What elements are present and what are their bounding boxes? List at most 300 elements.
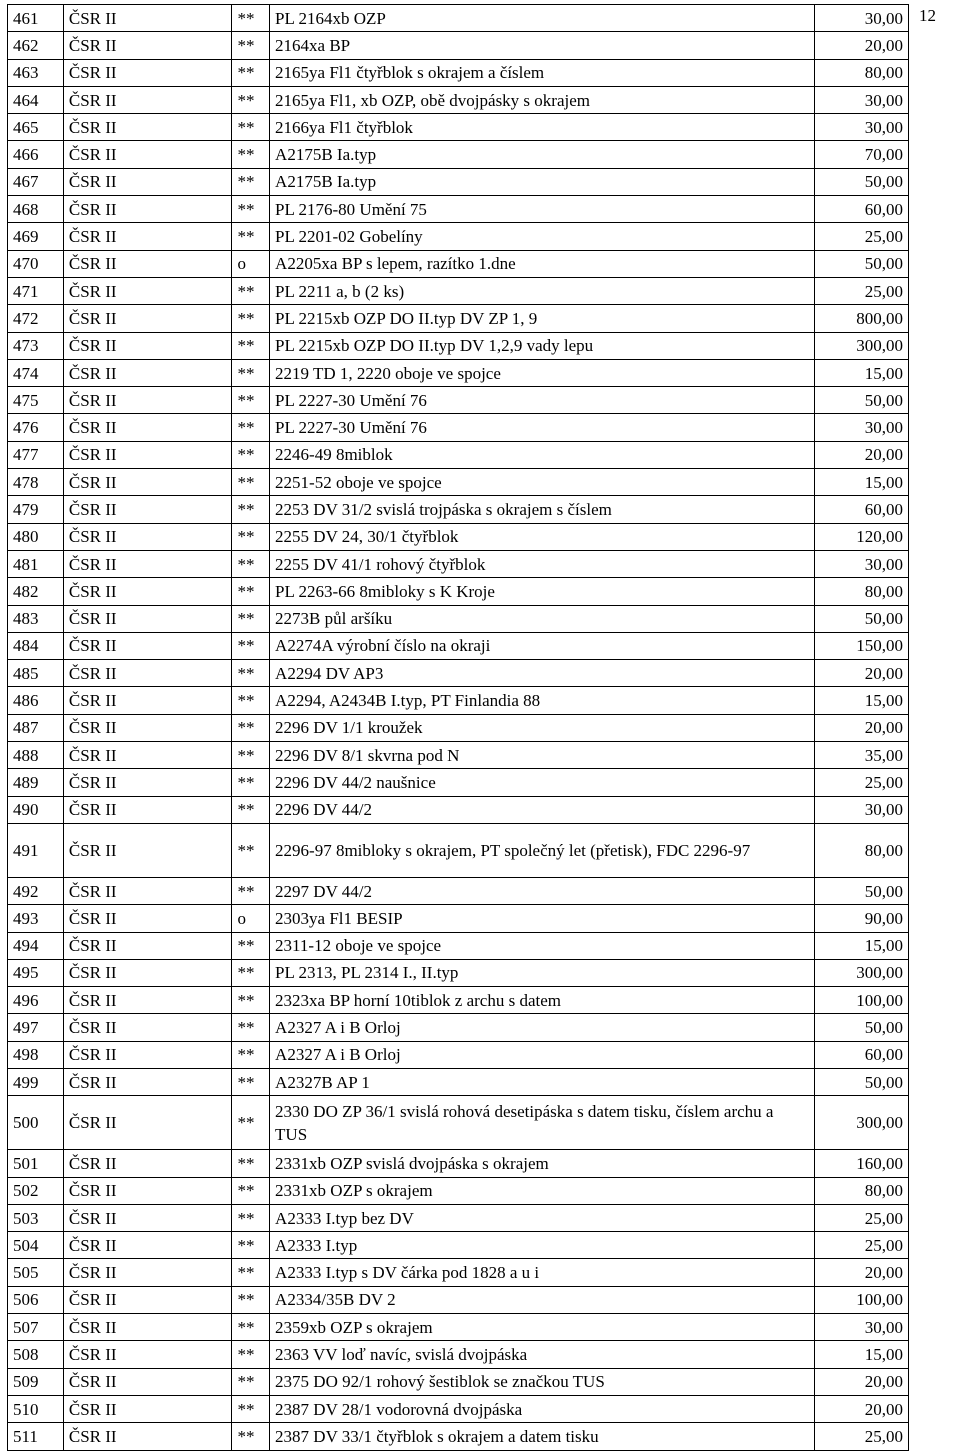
- item-price: 300,00: [814, 1096, 909, 1150]
- condition-mark: o: [232, 250, 270, 277]
- catalog-category: ČSR II: [63, 223, 232, 250]
- table-row: [8, 223, 909, 250]
- item-price: 120,00: [814, 523, 909, 550]
- table-row: [8, 359, 909, 386]
- table-row: [8, 114, 909, 141]
- table-row: [8, 1232, 909, 1259]
- item-price: 30,00: [814, 1314, 909, 1341]
- condition-mark: **: [232, 796, 270, 823]
- catalog-category: ČSR II: [63, 932, 232, 959]
- lot-number: 481: [8, 550, 64, 577]
- item-description: PL 2215xb OZP DO II.typ DV ZP 1, 9: [270, 305, 814, 332]
- item-description: PL 2211 a, b (2 ks): [270, 277, 814, 304]
- condition-mark: **: [232, 742, 270, 769]
- lot-number: 500: [8, 1096, 64, 1150]
- condition-mark: **: [232, 1041, 270, 1068]
- lot-number: 478: [8, 469, 64, 496]
- condition-mark: **: [232, 1423, 270, 1450]
- catalog-category: ČSR II: [63, 114, 232, 141]
- lot-number: 468: [8, 196, 64, 223]
- item-description: 2251-52 oboje ve spojce: [270, 469, 814, 496]
- item-price: 50,00: [814, 605, 909, 632]
- table-row: [8, 769, 909, 796]
- item-price: 300,00: [814, 332, 909, 359]
- lot-number: 497: [8, 1014, 64, 1041]
- table-row: [8, 1150, 909, 1177]
- lot-number: 480: [8, 523, 64, 550]
- lot-number: 474: [8, 359, 64, 386]
- condition-mark: **: [232, 1395, 270, 1422]
- catalog-category: ČSR II: [63, 1204, 232, 1231]
- lot-number: 511: [8, 1423, 64, 1450]
- lot-number: 485: [8, 660, 64, 687]
- item-price: 25,00: [814, 1204, 909, 1231]
- item-price: 25,00: [814, 277, 909, 304]
- item-description: 2255 DV 41/1 rohový čtyřblok: [270, 550, 814, 577]
- table-row: [8, 1259, 909, 1286]
- item-price: 15,00: [814, 359, 909, 386]
- condition-mark: **: [232, 1204, 270, 1231]
- item-price: 90,00: [814, 905, 909, 932]
- item-description: 2331xb OZP svislá dvojpáska s okrajem: [270, 1150, 814, 1177]
- condition-mark: **: [232, 196, 270, 223]
- item-price: 35,00: [814, 742, 909, 769]
- item-price: 100,00: [814, 987, 909, 1014]
- item-price: 25,00: [814, 769, 909, 796]
- condition-mark: **: [232, 523, 270, 550]
- lot-number: 483: [8, 605, 64, 632]
- item-description: PL 2313, PL 2314 I., II.typ: [270, 959, 814, 986]
- lot-number: 475: [8, 387, 64, 414]
- condition-mark: **: [232, 877, 270, 904]
- catalog-category: ČSR II: [63, 469, 232, 496]
- item-description: 2323xa BP horní 10tiblok z archu s datem: [270, 987, 814, 1014]
- item-price: 160,00: [814, 1150, 909, 1177]
- item-description: 2387 DV 33/1 čtyřblok s okrajem a datem tisku: [270, 1423, 814, 1450]
- lot-number: 487: [8, 714, 64, 741]
- catalog-category: ČSR II: [63, 987, 232, 1014]
- item-price: 30,00: [814, 5, 909, 32]
- catalog-category: ČSR II: [63, 550, 232, 577]
- condition-mark: **: [232, 277, 270, 304]
- condition-mark: **: [232, 332, 270, 359]
- item-description: 2164xa BP: [270, 32, 814, 59]
- item-price: 20,00: [814, 660, 909, 687]
- catalog-category: ČSR II: [63, 86, 232, 113]
- condition-mark: **: [232, 578, 270, 605]
- item-description: 2387 DV 28/1 vodorovná dvojpáska: [270, 1395, 814, 1422]
- item-price: 25,00: [814, 223, 909, 250]
- item-description: PL 2215xb OZP DO II.typ DV 1,2,9 vady lepu: [270, 332, 814, 359]
- table-row: [8, 141, 909, 168]
- table-row: [8, 1341, 909, 1368]
- lot-number: 505: [8, 1259, 64, 1286]
- item-description: 2375 DO 92/1 rohový šestiblok se značkou TUS: [270, 1368, 814, 1395]
- catalog-category: ČSR II: [63, 1314, 232, 1341]
- table-row: [8, 687, 909, 714]
- item-description: 2296 DV 8/1 skvrna pod N: [270, 742, 814, 769]
- lot-number: 502: [8, 1177, 64, 1204]
- table-row: [8, 414, 909, 441]
- catalog-category: ČSR II: [63, 714, 232, 741]
- lot-number: 499: [8, 1068, 64, 1095]
- condition-mark: **: [232, 141, 270, 168]
- item-description: 2297 DV 44/2: [270, 877, 814, 904]
- item-price: 150,00: [814, 632, 909, 659]
- item-price: 25,00: [814, 1232, 909, 1259]
- catalog-category: ČSR II: [63, 1177, 232, 1204]
- item-price: 15,00: [814, 1341, 909, 1368]
- catalog-category: ČSR II: [63, 414, 232, 441]
- lot-number: 462: [8, 32, 64, 59]
- table-row: [8, 632, 909, 659]
- item-description: 2246-49 8miblok: [270, 441, 814, 468]
- item-price: 30,00: [814, 550, 909, 577]
- item-description: 2303ya Fl1 BESIP: [270, 905, 814, 932]
- catalog-category: ČSR II: [63, 632, 232, 659]
- item-description: 2219 TD 1, 2220 oboje ve spojce: [270, 359, 814, 386]
- catalog-category: ČSR II: [63, 1259, 232, 1286]
- lot-number: 482: [8, 578, 64, 605]
- item-price: 20,00: [814, 1368, 909, 1395]
- catalog-category: ČSR II: [63, 1096, 232, 1150]
- item-price: 30,00: [814, 114, 909, 141]
- table-row: [8, 86, 909, 113]
- condition-mark: **: [232, 823, 270, 877]
- item-price: 80,00: [814, 59, 909, 86]
- catalog-category: ČSR II: [63, 332, 232, 359]
- catalog-category: ČSR II: [63, 605, 232, 632]
- lot-number: 486: [8, 687, 64, 714]
- condition-mark: **: [232, 1150, 270, 1177]
- item-description: 2331xb OZP s okrajem: [270, 1177, 814, 1204]
- catalog-page: [7, 4, 952, 1451]
- table-row: [8, 550, 909, 577]
- item-description: A2333 I.typ bez DV: [270, 1204, 814, 1231]
- lot-number: 503: [8, 1204, 64, 1231]
- lot-number: 490: [8, 796, 64, 823]
- catalog-category: ČSR II: [63, 1341, 232, 1368]
- catalog-category: ČSR II: [63, 742, 232, 769]
- catalog-category: ČSR II: [63, 1041, 232, 1068]
- item-description: A2333 I.typ s DV čárka pod 1828 a u i: [270, 1259, 814, 1286]
- condition-mark: **: [232, 632, 270, 659]
- table-row: [8, 250, 909, 277]
- catalog-category: ČSR II: [63, 769, 232, 796]
- lot-number: 494: [8, 932, 64, 959]
- item-description: A2274A výrobní číslo na okraji: [270, 632, 814, 659]
- item-description: PL 2263-66 8mibloky s K Kroje: [270, 578, 814, 605]
- table-row: [8, 1423, 909, 1450]
- lot-number: 508: [8, 1341, 64, 1368]
- catalog-category: ČSR II: [63, 141, 232, 168]
- table-row: [8, 1368, 909, 1395]
- table-row: [8, 1204, 909, 1231]
- lot-number: 491: [8, 823, 64, 877]
- item-description: PL 2227-30 Umění 76: [270, 387, 814, 414]
- catalog-category: ČSR II: [63, 196, 232, 223]
- condition-mark: **: [232, 959, 270, 986]
- table-row: [8, 823, 909, 877]
- item-price: 30,00: [814, 86, 909, 113]
- table-row: [8, 1014, 909, 1041]
- catalog-category: ČSR II: [63, 441, 232, 468]
- item-description: 2359xb OZP s okrajem: [270, 1314, 814, 1341]
- lot-number: 506: [8, 1286, 64, 1313]
- lot-number: 495: [8, 959, 64, 986]
- catalog-category: ČSR II: [63, 523, 232, 550]
- item-price: 15,00: [814, 932, 909, 959]
- table-row: [8, 1177, 909, 1204]
- catalog-category: ČSR II: [63, 796, 232, 823]
- condition-mark: **: [232, 550, 270, 577]
- item-description: 2255 DV 24, 30/1 čtyřblok: [270, 523, 814, 550]
- item-description: PL 2164xb OZP: [270, 5, 814, 32]
- item-description: 2311-12 oboje ve spojce: [270, 932, 814, 959]
- item-price: 20,00: [814, 32, 909, 59]
- catalog-category: ČSR II: [63, 32, 232, 59]
- item-price: 60,00: [814, 196, 909, 223]
- catalog-category: ČSR II: [63, 823, 232, 877]
- lot-number: 489: [8, 769, 64, 796]
- condition-mark: **: [232, 32, 270, 59]
- catalog-category: ČSR II: [63, 5, 232, 32]
- item-description: 2165ya Fl1 čtyřblok s okrajem a číslem: [270, 59, 814, 86]
- table-row: [8, 469, 909, 496]
- item-price: 60,00: [814, 1041, 909, 1068]
- item-price: 50,00: [814, 1014, 909, 1041]
- condition-mark: **: [232, 5, 270, 32]
- item-description: 2296 DV 44/2: [270, 796, 814, 823]
- lot-number: 510: [8, 1395, 64, 1422]
- stamp-listing-table: [7, 4, 909, 1451]
- item-price: 100,00: [814, 1286, 909, 1313]
- table-row: [8, 877, 909, 904]
- lot-number: 488: [8, 742, 64, 769]
- item-description: A2294, A2434B I.typ, PT Finlandia 88: [270, 687, 814, 714]
- item-description: PL 2201-02 Gobelíny: [270, 223, 814, 250]
- table-row: [8, 32, 909, 59]
- condition-mark: **: [232, 1341, 270, 1368]
- condition-mark: **: [232, 305, 270, 332]
- condition-mark: **: [232, 660, 270, 687]
- catalog-category: ČSR II: [63, 905, 232, 932]
- lot-number: 504: [8, 1232, 64, 1259]
- table-row: [8, 578, 909, 605]
- catalog-category: ČSR II: [63, 359, 232, 386]
- catalog-category: ČSR II: [63, 578, 232, 605]
- table-row: [8, 714, 909, 741]
- item-description: PL 2227-30 Umění 76: [270, 414, 814, 441]
- catalog-category: ČSR II: [63, 496, 232, 523]
- item-price: 800,00: [814, 305, 909, 332]
- item-price: 70,00: [814, 141, 909, 168]
- lot-number: 461: [8, 5, 64, 32]
- item-price: 20,00: [814, 1259, 909, 1286]
- item-description: A2175B Ia.typ: [270, 141, 814, 168]
- table-row: [8, 959, 909, 986]
- table-row: [8, 5, 909, 32]
- catalog-category: ČSR II: [63, 277, 232, 304]
- lot-number: 493: [8, 905, 64, 932]
- item-description: 2363 VV loď navíc, svislá dvojpáska: [270, 1341, 814, 1368]
- condition-mark: o: [232, 905, 270, 932]
- item-price: 25,00: [814, 1423, 909, 1450]
- table-row: [8, 305, 909, 332]
- lot-number: 473: [8, 332, 64, 359]
- table-row: [8, 1041, 909, 1068]
- lot-number: 501: [8, 1150, 64, 1177]
- item-description: A2327 A i B Orloj: [270, 1014, 814, 1041]
- item-price: 50,00: [814, 1068, 909, 1095]
- table-row: [8, 332, 909, 359]
- lot-number: 471: [8, 277, 64, 304]
- condition-mark: **: [232, 1286, 270, 1313]
- lot-number: 498: [8, 1041, 64, 1068]
- item-description: A2334/35B DV 2: [270, 1286, 814, 1313]
- catalog-category: ČSR II: [63, 1232, 232, 1259]
- lot-number: 467: [8, 168, 64, 195]
- lot-number: 465: [8, 114, 64, 141]
- condition-mark: **: [232, 714, 270, 741]
- condition-mark: **: [232, 496, 270, 523]
- table-row: [8, 1314, 909, 1341]
- table-row: [8, 523, 909, 550]
- table-row: [8, 168, 909, 195]
- item-description: 2253 DV 31/2 svislá trojpáska s okrajem s číslem: [270, 496, 814, 523]
- lot-number: 470: [8, 250, 64, 277]
- item-price: 60,00: [814, 496, 909, 523]
- item-price: 20,00: [814, 714, 909, 741]
- lot-number: 507: [8, 1314, 64, 1341]
- lot-number: 466: [8, 141, 64, 168]
- table-row: [8, 496, 909, 523]
- table-row: [8, 441, 909, 468]
- table-row: [8, 605, 909, 632]
- catalog-category: ČSR II: [63, 1150, 232, 1177]
- lot-number: 477: [8, 441, 64, 468]
- item-description: A2333 I.typ: [270, 1232, 814, 1259]
- catalog-category: ČSR II: [63, 250, 232, 277]
- catalog-category: ČSR II: [63, 877, 232, 904]
- table-row: [8, 1096, 909, 1150]
- lot-number: 509: [8, 1368, 64, 1395]
- catalog-category: ČSR II: [63, 1286, 232, 1313]
- lot-number: 496: [8, 987, 64, 1014]
- condition-mark: **: [232, 932, 270, 959]
- table-row: [8, 742, 909, 769]
- stamp-listing-body: [8, 5, 909, 1451]
- condition-mark: **: [232, 114, 270, 141]
- item-description: A2205xa BP s lepem, razítko 1.dne: [270, 250, 814, 277]
- table-row: [8, 987, 909, 1014]
- catalog-category: ČSR II: [63, 59, 232, 86]
- item-description: 2330 DO ZP 36/1 svislá rohová desetipáska s datem tisku, číslem archu a TUS: [270, 1096, 814, 1150]
- item-description: A2294 DV AP3: [270, 660, 814, 687]
- table-row: [8, 796, 909, 823]
- lot-number: 472: [8, 305, 64, 332]
- condition-mark: **: [232, 1314, 270, 1341]
- item-description: 2296-97 8mibloky s okrajem, PT společný let (přetisk), FDC 2296-97: [270, 823, 814, 877]
- lot-number: 476: [8, 414, 64, 441]
- item-price: 50,00: [814, 877, 909, 904]
- item-description: PL 2176-80 Umění 75: [270, 196, 814, 223]
- item-price: 80,00: [814, 578, 909, 605]
- item-price: 50,00: [814, 250, 909, 277]
- condition-mark: **: [232, 605, 270, 632]
- catalog-category: ČSR II: [63, 660, 232, 687]
- table-row: [8, 277, 909, 304]
- catalog-category: ČSR II: [63, 1395, 232, 1422]
- catalog-category: ČSR II: [63, 305, 232, 332]
- condition-mark: **: [232, 769, 270, 796]
- condition-mark: **: [232, 687, 270, 714]
- condition-mark: **: [232, 223, 270, 250]
- item-price: 50,00: [814, 168, 909, 195]
- item-price: 300,00: [814, 959, 909, 986]
- condition-mark: **: [232, 987, 270, 1014]
- page-number: 12: [919, 6, 936, 25]
- table-row: [8, 59, 909, 86]
- table-row: [8, 196, 909, 223]
- condition-mark: **: [232, 59, 270, 86]
- item-price: 30,00: [814, 414, 909, 441]
- condition-mark: **: [232, 1096, 270, 1150]
- item-price: 50,00: [814, 387, 909, 414]
- item-price: 20,00: [814, 441, 909, 468]
- condition-mark: **: [232, 1068, 270, 1095]
- item-description: A2327 A i B Orloj: [270, 1041, 814, 1068]
- condition-mark: **: [232, 1232, 270, 1259]
- table-row: [8, 1286, 909, 1313]
- table-row: [8, 1068, 909, 1095]
- condition-mark: **: [232, 1177, 270, 1204]
- catalog-category: ČSR II: [63, 387, 232, 414]
- item-description: 2165ya Fl1, xb OZP, obě dvojpásky s okrajem: [270, 86, 814, 113]
- item-price: 80,00: [814, 1177, 909, 1204]
- item-price: 15,00: [814, 469, 909, 496]
- lot-number: 463: [8, 59, 64, 86]
- catalog-category: ČSR II: [63, 168, 232, 195]
- table-row: [8, 932, 909, 959]
- table-row: [8, 387, 909, 414]
- condition-mark: **: [232, 86, 270, 113]
- item-description: A2175B Ia.typ: [270, 168, 814, 195]
- item-description: A2327B AP 1: [270, 1068, 814, 1095]
- item-description: 2296 DV 44/2 naušnice: [270, 769, 814, 796]
- condition-mark: **: [232, 469, 270, 496]
- catalog-category: ČSR II: [63, 1068, 232, 1095]
- item-description: 2273B půl aršíku: [270, 605, 814, 632]
- item-description: 2166ya Fl1 čtyřblok: [270, 114, 814, 141]
- lot-number: 469: [8, 223, 64, 250]
- catalog-category: ČSR II: [63, 1423, 232, 1450]
- catalog-category: ČSR II: [63, 687, 232, 714]
- table-row: [8, 905, 909, 932]
- condition-mark: **: [232, 387, 270, 414]
- table-row: [8, 660, 909, 687]
- item-description: 2296 DV 1/1 kroužek: [270, 714, 814, 741]
- condition-mark: **: [232, 414, 270, 441]
- condition-mark: **: [232, 1014, 270, 1041]
- lot-number: 464: [8, 86, 64, 113]
- item-price: 20,00: [814, 1395, 909, 1422]
- table-row: [8, 1395, 909, 1422]
- item-price: 30,00: [814, 796, 909, 823]
- item-price: 80,00: [814, 823, 909, 877]
- catalog-category: ČSR II: [63, 959, 232, 986]
- lot-number: 479: [8, 496, 64, 523]
